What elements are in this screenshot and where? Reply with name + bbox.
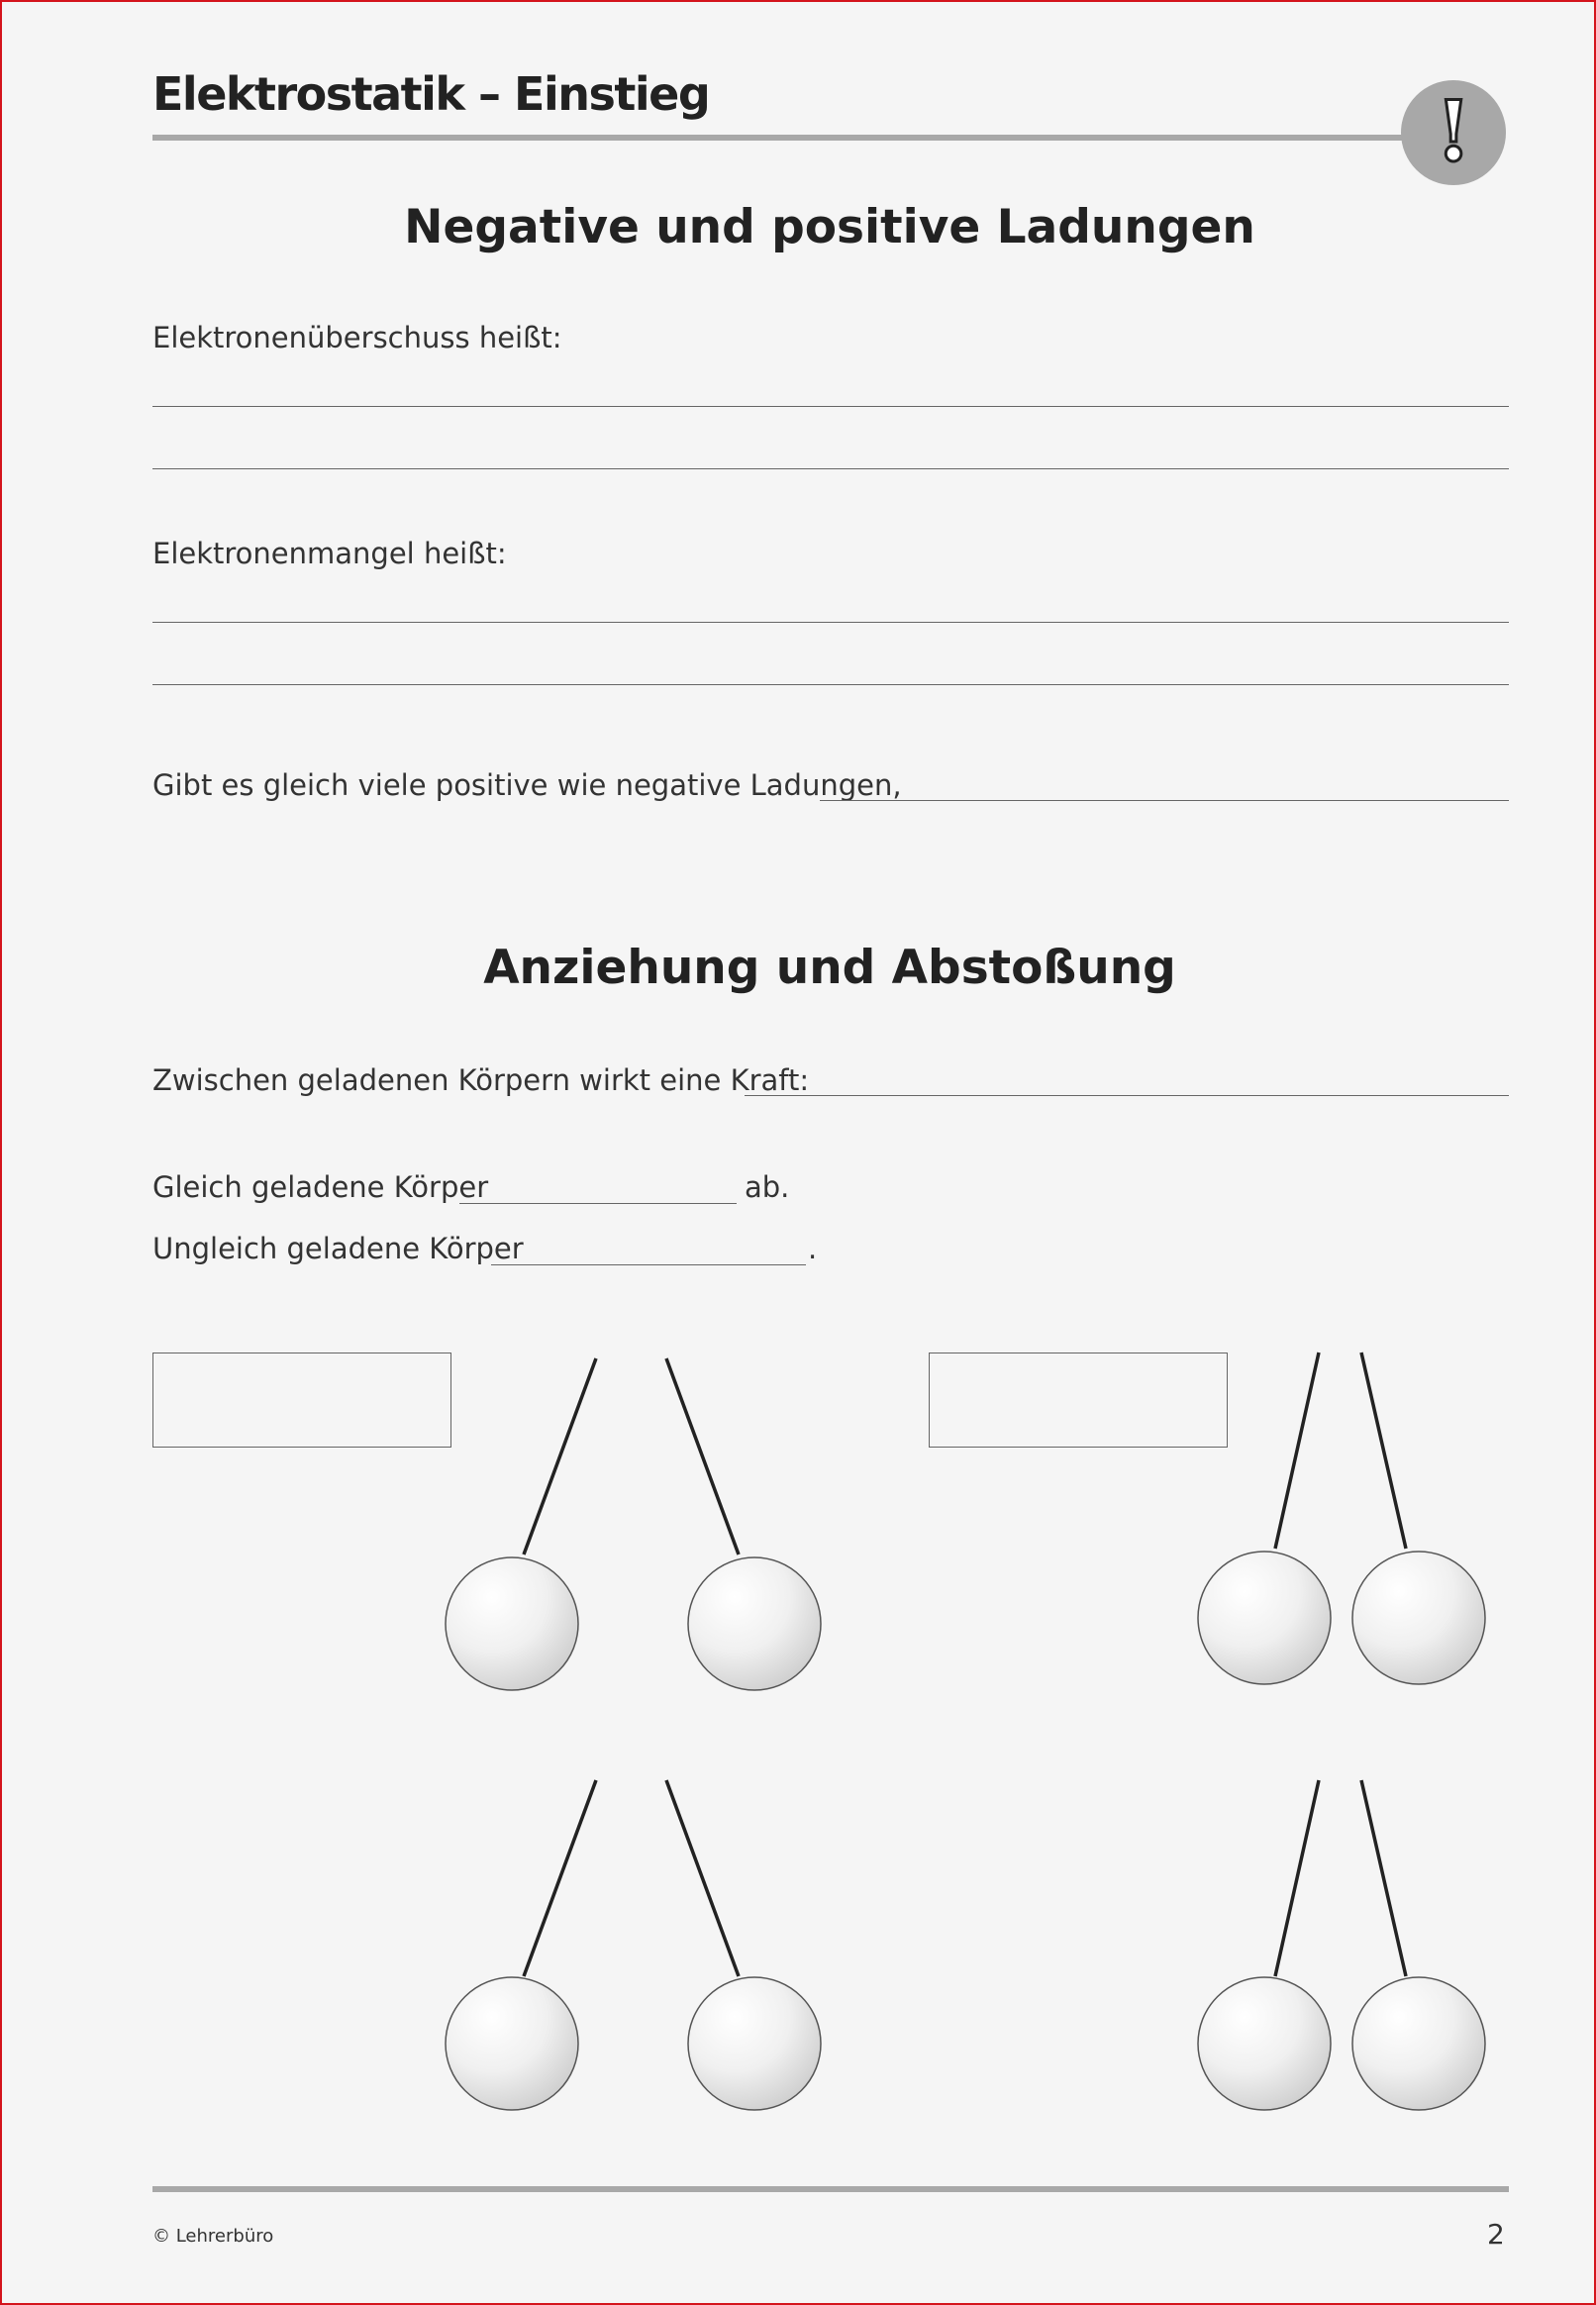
pendulum-pair-upper-right [1198, 1353, 1485, 1684]
prompt-force: Zwischen geladenen Körpern wirkt eine Kraft: [152, 1063, 810, 1097]
prompt-electron-excess: Elektronenüberschuss heißt: [152, 321, 562, 354]
header-title: Elektrostatik – Einstieg [152, 67, 710, 121]
pendulum-pair-upper-left [446, 1358, 821, 1690]
prompt-like-suffix: ab. [745, 1170, 790, 1204]
pendulum-ball [1198, 1552, 1331, 1684]
prompt-electron-deficit: Elektronenmangel heißt: [152, 537, 507, 570]
prompt-like-charges: Gleich geladene Körper [152, 1170, 489, 1204]
pendulum-ball [446, 1557, 578, 1690]
thread [524, 1780, 596, 1976]
pendulum-ball [1352, 1552, 1485, 1684]
prompt-unlike-suffix: . [808, 1232, 818, 1265]
section-heading-charges: Negative und positive Ladungen [404, 200, 1255, 254]
prompt-unlike-charges: Ungleich geladene Körper [152, 1232, 524, 1265]
thread [1361, 1780, 1406, 1976]
thread [524, 1358, 596, 1554]
thread [1361, 1353, 1406, 1549]
thread [666, 1780, 739, 1976]
page-number: 2 [1487, 2218, 1505, 2251]
thread [1275, 1780, 1319, 1976]
pendulum-pair-lower-left [446, 1780, 821, 2110]
pendulum-ball [1352, 1977, 1485, 2110]
pendulum-ball [1198, 1977, 1331, 2110]
pendulum-ball [446, 1977, 578, 2110]
footer-rule [152, 2186, 1509, 2192]
thread [1275, 1353, 1319, 1549]
thread [666, 1358, 739, 1554]
badge-glyph: ! [1435, 82, 1472, 180]
pendulum-ball [688, 1977, 821, 2110]
section-heading-forces: Anziehung und Abstoßung [483, 941, 1176, 995]
pendulum-diagram [2, 2, 1594, 2303]
prompt-equal-charges: Gibt es gleich viele positive wie negative Ladungen, [152, 768, 902, 802]
pendulum-ball [688, 1557, 821, 1690]
footer-copyright: © Lehrerbüro [152, 2226, 274, 2247]
pendulum-pair-lower-right [1198, 1780, 1485, 2110]
